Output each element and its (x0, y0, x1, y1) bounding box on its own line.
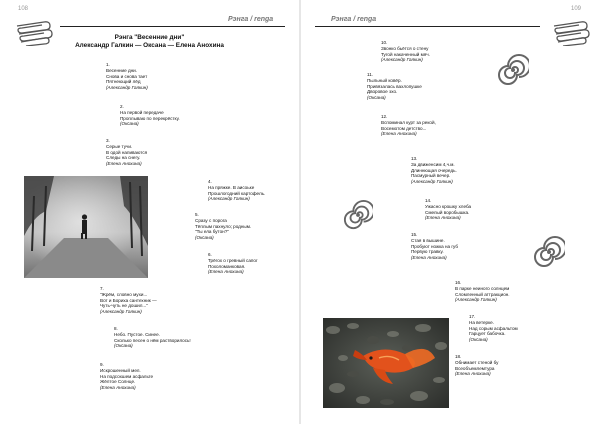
verse-6: 6. Трёгох о гревный сапог Похоломанковая. (Елена Анохина) (208, 252, 258, 275)
authors-line: Александр Галкин — Оксана — Елена Анохина (75, 42, 224, 49)
title-line: Рэнга "Весенние дни" (114, 34, 185, 41)
verse-1: 1. Весенние дни. Снова и снова тает Пятнеющий лёд (Александр Галкин) (106, 62, 148, 91)
verse-2: 2. На первой передаче Проплываю по перекрёстку. (Оксана) (120, 104, 180, 127)
verse-14: 14. Ужасно крошку хлеба Смелый воробышка. (Елена Анохина) (425, 198, 472, 221)
verse-18: 18. Обнимает стеной бу Всеобъемлемтура (Елена Анохина) (455, 354, 499, 377)
header-rule (315, 26, 540, 27)
verse-15: 15. Стая в вышине. Пробуют ножка на губ Первую травку. (Елена Анохина) (411, 232, 459, 261)
left-page (0, 0, 299, 424)
running-header: Рэнга / renga (331, 16, 377, 23)
verse-12: 12. Вспоминал курт за рекой, Восемотом детство... (Елена Анохина) (381, 114, 436, 137)
verse-11: 11. Пыльный ковёр. Привязалась вахлопушке Дворовое эхо. (Оксана) (367, 72, 422, 101)
goldfish-photo (323, 318, 449, 408)
verse-5: 5. Сразу с порога Тёплым пахнуло; родным. "Ты ела бутон?" (Оксана) (195, 212, 252, 241)
page-number: 109 (571, 6, 582, 12)
spiral-icon (343, 200, 373, 230)
verse-7: 7. "Жрём, словно мухи... Вот и Бориха сантехник — Чуть-чуть не дошил..." (Александр Галкин) (100, 286, 157, 315)
verse-9: 9. Искрошенный мел. На подсохшем асфальте Жёлтое Солнце. (Елена Анохина) (100, 362, 154, 391)
page-number: 108 (18, 6, 29, 12)
spiral-icon (497, 54, 529, 86)
running-header: Рэнга / renga (228, 16, 274, 23)
foggy-park-photo (24, 176, 148, 278)
verse-16: 16. В парке неиного солнцем Сломленный аттракцион. (Александр Галкин) (455, 280, 510, 303)
spiral-icon (533, 236, 565, 268)
verse-3: 3. Серые тучи. В одой напиваются Следы на снегу. (Елена Анохина) (106, 138, 148, 167)
verse-10: 10. Звонко бьётся о стену Тугой накаченный мяч. (Александр Галкин) (381, 40, 430, 63)
renga-title (0, 34, 299, 50)
right-page (301, 0, 600, 424)
verse-13: 13. За движенсим 4,ч.м. Длиннющая очередь. Пасмурный вечер. (Александр Галкин) (411, 156, 457, 185)
header-rule (60, 26, 285, 27)
paperclips-icon (551, 20, 591, 46)
verse-8: 8. Небо. Пустое. Синее. Сколько песен о нём растворилось! (Оксана) (114, 326, 191, 349)
verse-17: 17. На ветерке. Над сорым асфальтом Гарцует бабочка. (Оксана) (469, 314, 518, 343)
verse-4: 4. На пряжке. В аисоьке Прошлогодний картофель. (Александр Галкин) (208, 179, 266, 202)
